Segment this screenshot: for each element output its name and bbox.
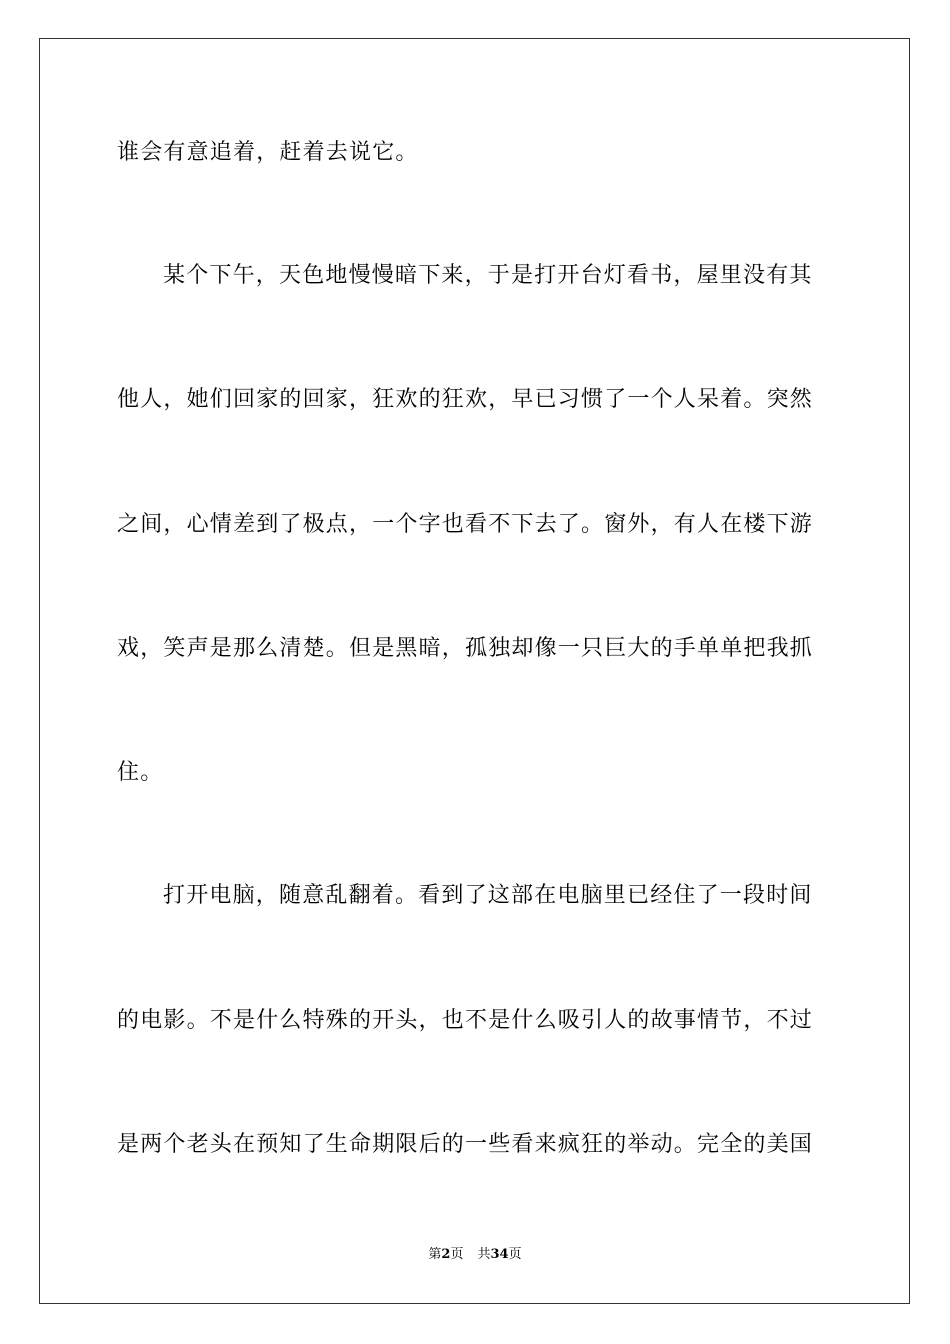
page-number: 2: [441, 1247, 451, 1262]
text-line-5: 戏，笑声是那么清楚。但是黑暗，孤独却像一只巨大的手单单把我抓: [117, 636, 814, 661]
page-footer: [0, 1246, 950, 1264]
text-line-2: 某个下午，天色地慢慢暗下来，于是打开台灯看书，屋里没有其: [163, 263, 813, 288]
page-prefix: 第: [428, 1247, 442, 1262]
text-line-4: 之间，心情差到了极点，一个字也看不下去了。窗外，有人在楼下游: [117, 512, 814, 537]
total-pages: 34: [490, 1247, 509, 1262]
page-suffix: 页: [450, 1247, 464, 1262]
text-line-7: 打开电脑，随意乱翻着。看到了这部在电脑里已经住了一段时间: [163, 883, 813, 908]
text-line-6: 住。: [117, 760, 164, 785]
text-line-8: 的电影。不是什么特殊的开头，也不是什么吸引人的故事情节，不过: [117, 1008, 814, 1033]
text-line-9: 是两个老头在预知了生命期限后的一些看来疯狂的举动。完全的美国: [117, 1132, 814, 1157]
total-prefix: 共: [477, 1247, 491, 1262]
total-suffix: 页: [508, 1247, 522, 1262]
text-line-1: 谁会有意追着，赶着去说它。: [117, 140, 419, 165]
text-line-3: 他人，她们回家的回家，狂欢的狂欢，早已习惯了一个人呆着。突然: [117, 387, 814, 412]
page-frame: [39, 38, 910, 1304]
